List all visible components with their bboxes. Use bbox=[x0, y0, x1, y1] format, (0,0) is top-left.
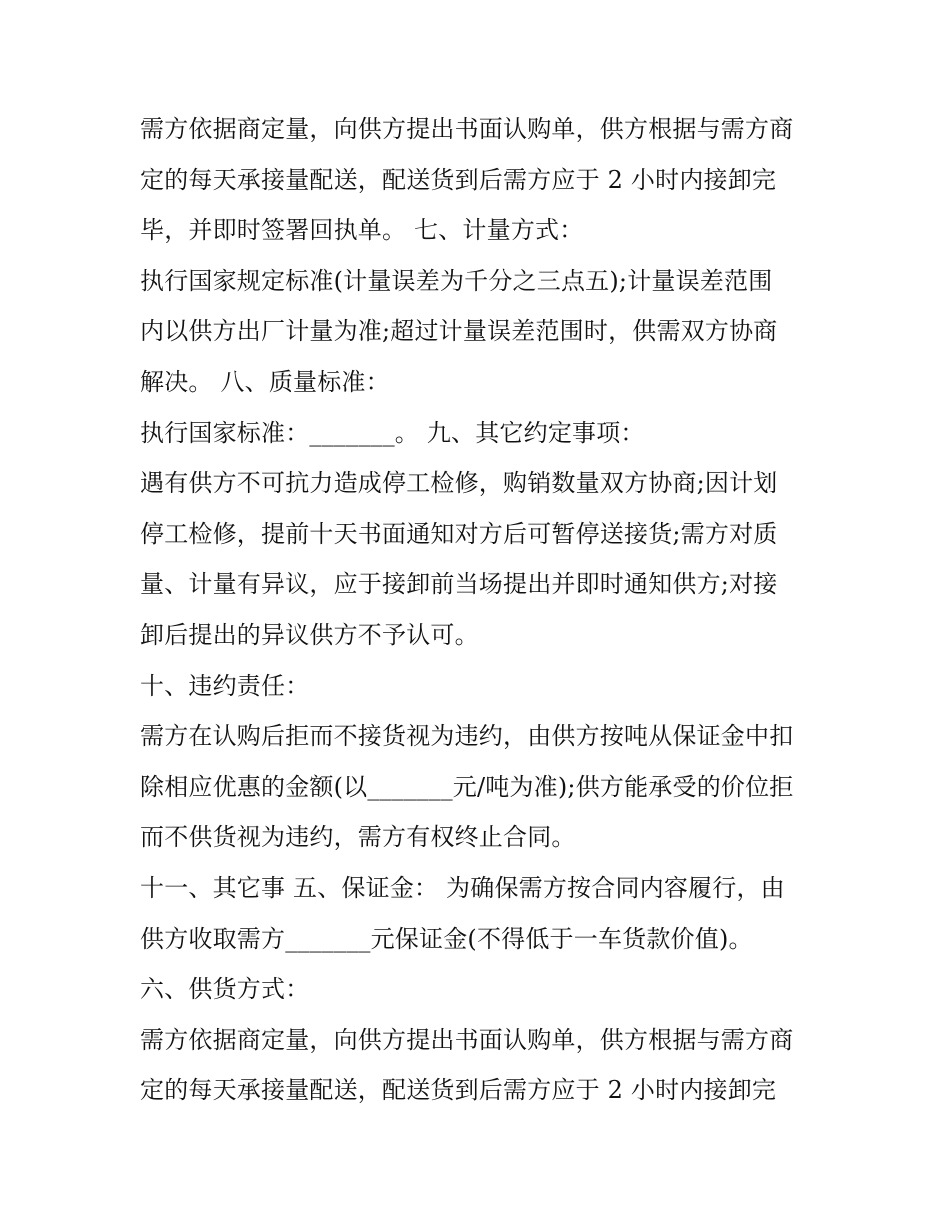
text-line: 停工检修，提前十天书面通知对方后可暂停送接货;需方对质 bbox=[140, 519, 778, 548]
text-line: 执行国家规定标准(计量误差为千分之三点五);计量误差范围 bbox=[140, 266, 773, 295]
text-line: 除相应优惠的金额(以_______元/吨为准);供方能承受的价位拒 bbox=[140, 772, 794, 801]
text-line: 十一、其它事 五、保证金： 为确保需方按合同内容履行，由 bbox=[140, 873, 785, 902]
text-line: 六、供货方式： bbox=[140, 975, 310, 1004]
text-line: 定的每天承接量配送，配送货到后需方应于 2 小时内接卸完 bbox=[140, 1076, 777, 1105]
contract-text bbox=[140, 104, 830, 1116]
text-line: 量、计量有异议，应于接卸前当场提出并即时通知供方;对接 bbox=[140, 570, 778, 599]
text-line: 卸后提出的异议供方不予认可。 bbox=[140, 620, 479, 649]
text-line: 遇有供方不可抗力造成停工检修，购销数量双方协商;因计划 bbox=[140, 469, 778, 498]
text-line: 需方依据商定量，向供方提出书面认购单，供方根据与需方商 bbox=[140, 115, 794, 143]
text-line: 执行国家标准：_______。 九、其它约定事项： bbox=[140, 418, 645, 447]
text-line: 定的每天承接量配送，配送货到后需方应于 2 小时内接卸完 bbox=[140, 165, 777, 194]
text-line: 供方收取需方_______元保证金(不得低于一车货款价值)。 bbox=[140, 924, 753, 953]
text-line: 内以供方出厂计量为准;超过计量误差范围时，供需双方协商 bbox=[140, 317, 778, 346]
text-line: 十、违约责任： bbox=[140, 671, 310, 700]
text-line: 解决。 八、质量标准： bbox=[140, 367, 390, 396]
text-line: 毕，并即时签署回执单。 七、计量方式： bbox=[140, 216, 584, 245]
text-line: 需方在认购后拒而不接货视为违约，由供方按吨从保证金中扣 bbox=[140, 722, 794, 751]
text-line: 需方依据商定量，向供方提出书面认购单，供方根据与需方商 bbox=[140, 1025, 794, 1054]
text-line: 而不供货视为违约，需方有权终止合同。 bbox=[140, 823, 576, 852]
